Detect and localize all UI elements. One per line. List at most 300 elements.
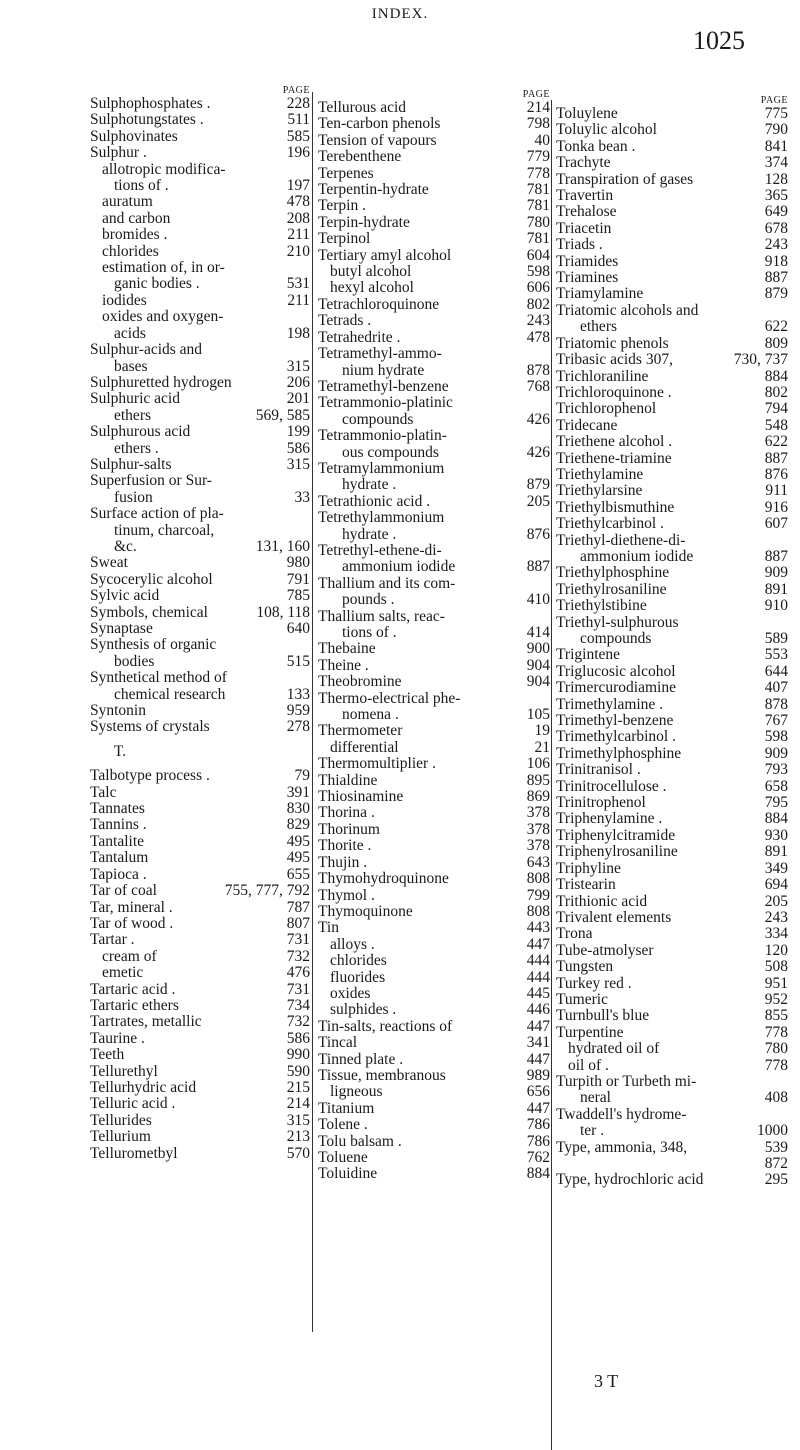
index-entry (90, 276, 310, 292)
entry-term: fluorides (330, 968, 386, 986)
entry-term: Transpiration of gases (556, 170, 694, 188)
index-entry (556, 894, 788, 910)
index-entry (556, 762, 788, 778)
entry-page-ref: 778 (764, 1023, 788, 1041)
index-entry (90, 850, 310, 866)
entry-term: Trimethyl-benzene (556, 712, 674, 730)
index-entry (318, 527, 550, 543)
index-entry (556, 516, 788, 532)
entry-page-ref: 447 (526, 935, 550, 953)
entry-page-ref: 781 (526, 197, 550, 215)
entry-term: allotropic modifica- (102, 160, 226, 178)
entry-term: Synaptase (90, 620, 153, 637)
entry-term: Tolene . (318, 1116, 368, 1134)
entry-term: Sulphuretted hydrogen (90, 373, 232, 391)
entry-page-ref: 598 (526, 263, 550, 281)
entry-page-ref: 215 (286, 1078, 310, 1096)
entry-page-ref: 952 (764, 990, 788, 1008)
entry-term: Tartaric acid . (90, 980, 176, 998)
entry-page-ref: 214 (286, 1095, 310, 1113)
entry-page-ref: 878 (526, 361, 550, 379)
entry-term: Theobromine (318, 673, 402, 691)
entry-page-ref: 778 (764, 1056, 788, 1074)
index-entry (318, 379, 550, 395)
entry-term: Trachyte (556, 154, 611, 172)
entry-page-ref: 959 (286, 702, 310, 720)
entry-term: Thialdine (318, 771, 378, 789)
entry-page-ref: 197 (286, 177, 310, 195)
entry-page-ref: 732 (286, 1013, 310, 1031)
index-entry (556, 188, 788, 204)
index-entry (90, 916, 310, 932)
entry-page-ref: 391 (286, 783, 310, 801)
index-entry (318, 592, 550, 608)
index-entry (90, 293, 310, 309)
entry-term: Triamylamine (556, 285, 644, 303)
entry-page-ref: 830 (286, 800, 310, 818)
index-entry (556, 1025, 788, 1041)
entry-term: Tellurous acid (318, 99, 407, 116)
index-entry (90, 178, 310, 194)
entry-term: Thebaine (318, 640, 376, 658)
entry-page-ref: 798 (526, 115, 550, 133)
index-entry (318, 198, 550, 214)
entry-page-ref: 378 (526, 837, 550, 855)
index-entry (556, 795, 788, 811)
entry-page-ref: 553 (764, 646, 788, 664)
column-rule (312, 92, 313, 1332)
entry-page-ref: 895 (526, 771, 550, 789)
entry-page-ref: 378 (526, 804, 550, 822)
entry-term: chemical research (114, 685, 226, 703)
index-entry (318, 280, 550, 296)
index-entry (556, 647, 788, 663)
entry-term: compounds (342, 410, 414, 428)
index-entry (556, 139, 788, 155)
entry-page-ref: 106 (526, 755, 550, 773)
index-entry (318, 1150, 550, 1166)
entry-page-ref: 980 (286, 554, 310, 572)
entry-page-ref: 607 (764, 515, 788, 533)
entry-page-ref: 951 (764, 974, 788, 992)
entry-term: Terpentin-hydrate (318, 181, 429, 199)
entry-term: Taurine . (90, 1029, 145, 1047)
index-entry (318, 920, 550, 936)
index-entry (556, 533, 788, 549)
column-rule (551, 100, 552, 1450)
entry-term: iodides (102, 291, 147, 309)
entry-page-ref: 446 (526, 1001, 550, 1019)
entry-term: Thermo-electrical phe- (318, 689, 461, 707)
entry-page-ref: 732 (286, 947, 310, 965)
index-entry (556, 729, 788, 745)
entry-page-ref: 476 (286, 964, 310, 982)
entry-term: Triamines (556, 269, 619, 287)
index-entry (90, 244, 310, 260)
entry-term: Tetramylammonium (318, 459, 445, 477)
entry-term: Tantalum (90, 849, 149, 867)
entry-page-ref: 730, 737 (733, 351, 788, 369)
entry-page-ref: 598 (764, 728, 788, 746)
entry-term: Type, hydrochloric acid (556, 1171, 704, 1189)
entry-page-ref: 569, 585 (255, 406, 310, 424)
index-column-2 (318, 90, 550, 1183)
index-entry (90, 719, 310, 735)
signature-mark: 3 T (594, 1371, 619, 1391)
entry-page-ref: 990 (286, 1046, 310, 1064)
index-entry (318, 937, 550, 953)
entry-term: fusion (114, 488, 153, 506)
entry-term: Triatomic phenols (556, 334, 669, 352)
entry-term: compounds (580, 630, 652, 647)
index-entry (318, 166, 550, 182)
index-entry (556, 631, 788, 647)
entry-term: Triphenylamine . (556, 810, 663, 828)
entry-term: Trinitranisol . (556, 761, 641, 779)
entry-term: Tube-atmolyser (556, 941, 654, 959)
entry-term: tinum, charcoal, (114, 521, 215, 539)
entry-term: Trivalent elements (556, 908, 672, 926)
entry-page-ref: 879 (764, 285, 788, 303)
entry-term: Tantalite (90, 832, 145, 850)
entry-page-ref: 622 (764, 318, 788, 336)
index-entry (318, 133, 550, 149)
index-entry (556, 598, 788, 614)
entry-term: Sulphovinates (90, 127, 178, 145)
index-entry (318, 1117, 550, 1133)
index-entry (90, 441, 310, 457)
index-entry (556, 1008, 788, 1024)
entry-term: Trehalose (556, 203, 617, 221)
entry-page-ref: 731 (286, 931, 310, 949)
entry-page-ref: 508 (764, 958, 788, 976)
entry-term: Toluidine (318, 1165, 378, 1183)
index-entry (90, 145, 310, 161)
entry-term: Tetramethyl-ammo- (318, 345, 442, 363)
index-entry (556, 959, 788, 975)
entry-page-ref: 444 (526, 968, 550, 986)
entry-page-ref: 644 (764, 662, 788, 680)
entry-term: Tellurhydric acid (90, 1078, 197, 1096)
entry-term: Trichloroquinone . (556, 383, 672, 401)
entry-page-ref: 891 (764, 843, 788, 861)
entry-page-ref: 447 (526, 1099, 550, 1117)
index-entry (318, 149, 550, 165)
entry-page-ref: 365 (764, 187, 788, 205)
entry-term: Triglucosic alcohol (556, 662, 676, 680)
entry-page-ref: 786 (526, 1132, 550, 1150)
entry-term: Tetrethylammonium (318, 509, 445, 527)
index-entry (318, 805, 550, 821)
index-entry (90, 817, 310, 833)
entry-page-ref: 378 (526, 820, 550, 838)
entry-page-ref: 201 (286, 390, 310, 408)
entry-term: Tartar . (90, 931, 135, 949)
entry-term: oil of . (568, 1056, 609, 1074)
entry-page-ref: 767 (764, 712, 788, 730)
index-entry (90, 162, 310, 178)
index-entry (556, 1172, 788, 1188)
entry-term: Trimethylcarbinol . (556, 728, 676, 746)
index-entry (556, 434, 788, 450)
entry-term: emetic (102, 964, 144, 982)
index-entry (90, 605, 310, 621)
entry-page-ref: 930 (764, 826, 788, 844)
index-entry (556, 1140, 788, 1156)
index-entry (90, 621, 310, 637)
index-entry (90, 227, 310, 243)
entry-term: Tannates (90, 800, 145, 818)
index-entry (318, 215, 550, 231)
entry-page-ref: 206 (286, 373, 310, 391)
index-entry (90, 834, 310, 850)
entry-term: Thorinum (318, 820, 380, 838)
index-entry (318, 789, 550, 805)
entry-page-ref: 208 (286, 209, 310, 227)
index-entry (556, 844, 788, 860)
index-entry (556, 106, 788, 122)
index-entry (90, 883, 310, 899)
entry-term: Theine . (318, 656, 369, 674)
entry-term: sulphides . (330, 1001, 397, 1019)
index-entry (318, 658, 550, 674)
entry-page-ref: 916 (764, 498, 788, 516)
entry-term: Sulphotungstates . (90, 111, 204, 129)
index-entry (318, 182, 550, 198)
entry-page-ref: 211 (287, 291, 310, 309)
entry-page-ref: 989 (526, 1066, 550, 1084)
entry-page-ref: 791 (286, 570, 310, 588)
index-entry (556, 976, 788, 992)
index-entry (90, 194, 310, 210)
entry-term: Triethylcarbinol . (556, 515, 664, 533)
index-entry (318, 723, 550, 739)
entry-page-ref: 755, 777, 792 (224, 882, 310, 900)
entry-page-ref: 779 (526, 148, 550, 166)
entry-page-ref: 33 (294, 488, 310, 506)
entry-term: Thermomultiplier . (318, 755, 436, 773)
entry-page-ref: 426 (526, 410, 550, 428)
index-entry (556, 303, 788, 319)
entry-page-ref: 887 (764, 449, 788, 467)
index-entry (318, 297, 550, 313)
index-entry (318, 773, 550, 789)
entry-term: Terpin . (318, 197, 366, 215)
index-entry (556, 1041, 788, 1057)
entry-term: ter . (580, 1122, 605, 1140)
entry-page-ref: 876 (526, 525, 550, 543)
entry-page-ref: 495 (286, 832, 310, 850)
entry-page-ref: 211 (287, 226, 310, 244)
entry-page-ref: 802 (764, 383, 788, 401)
index-entry (90, 523, 310, 539)
index-entry (90, 867, 310, 883)
entry-page-ref: 904 (526, 673, 550, 691)
index-entry (90, 965, 310, 981)
entry-page-ref: 198 (286, 324, 310, 342)
index-entry (556, 992, 788, 1008)
entry-term: Terpenes (318, 164, 374, 182)
index-entry (556, 549, 788, 565)
entry-page-ref: 131, 160 (255, 537, 310, 555)
entry-term: Tartaric ethers (90, 996, 179, 1014)
index-entry (556, 877, 788, 893)
entry-term: hexyl alcohol (330, 279, 414, 297)
index-entry (318, 363, 550, 379)
index-entry (318, 953, 550, 969)
entry-term: Triacetin (556, 219, 612, 237)
index-entry (318, 756, 550, 772)
entry-term: oxides (330, 984, 371, 1002)
entry-term: Thermometer (318, 722, 403, 740)
entry-term: Tetrachloroquinone (318, 295, 440, 313)
entry-term: ganic bodies . (114, 275, 200, 293)
index-entry (90, 391, 310, 407)
entry-page-ref: 478 (286, 193, 310, 211)
entry-page-ref: 570 (286, 1144, 310, 1162)
entry-page-ref: 891 (764, 580, 788, 598)
index-entry (318, 1101, 550, 1117)
entry-term: bodies (114, 652, 155, 670)
entry-term: Tinned plate . (318, 1050, 404, 1068)
index-entry (318, 412, 550, 428)
entry-page-ref: 205 (526, 492, 550, 510)
entry-term: Trona (556, 925, 593, 943)
entry-page-ref: 1000 (757, 1122, 788, 1140)
entry-page-ref: 315 (286, 455, 310, 473)
entry-page-ref: 887 (764, 269, 788, 287)
entry-term: Type, ammonia, 348, (556, 1138, 688, 1156)
index-entry (318, 494, 550, 510)
entry-term: Turnbull's blue (556, 1007, 650, 1025)
entry-page-ref: 878 (764, 695, 788, 713)
index-entry (90, 211, 310, 227)
entry-term: estimation of, in or- (102, 259, 225, 277)
index-entry (90, 900, 310, 916)
index-entry (556, 943, 788, 959)
entry-page-ref: 807 (286, 914, 310, 932)
entry-page-ref: 787 (286, 898, 310, 916)
entry-page-ref: 426 (526, 443, 550, 461)
entry-term: Sulphur-salts (90, 455, 172, 473)
entry-term: chlorides (330, 952, 387, 970)
entry-page-ref: 855 (764, 1007, 788, 1025)
entry-term: Triphyline (556, 859, 621, 877)
index-entry (90, 96, 310, 112)
entry-page-ref: 841 (764, 137, 788, 155)
entry-term: Thallium salts, reac- (318, 607, 445, 625)
index-entry (318, 641, 550, 657)
entry-page-ref: 622 (764, 433, 788, 451)
entry-term: Travertin (556, 187, 614, 205)
index-entry (318, 231, 550, 247)
index-entry (318, 1084, 550, 1100)
entry-page-ref: 315 (286, 357, 310, 375)
index-entry (556, 926, 788, 942)
index-entry (556, 254, 788, 270)
entry-term: Tar of wood . (90, 914, 174, 932)
index-entry (90, 982, 310, 998)
entry-term: Tincal (318, 1034, 358, 1052)
entry-term: Thorite . (318, 837, 372, 855)
entry-term: Tin (318, 919, 339, 937)
entry-page-ref: 799 (526, 886, 550, 904)
entry-term: ethers (580, 318, 618, 336)
entry-term: oxides and oxygen- (102, 308, 224, 326)
entry-term: Tellurium (90, 1128, 151, 1146)
entry-page-ref: 793 (764, 761, 788, 779)
entry-term: Symbols, chemical (90, 603, 208, 621)
entry-page-ref: 196 (286, 144, 310, 162)
entry-page-ref: 548 (764, 416, 788, 434)
index-entry (556, 221, 788, 237)
index-entry (90, 637, 310, 653)
index-entry (318, 904, 550, 920)
entry-term: Tumeric (556, 990, 608, 1008)
entry-term: nium hydrate (342, 361, 425, 379)
entry-term: Triphenylrosaniline (556, 843, 678, 861)
index-entry (318, 888, 550, 904)
index-entry (90, 785, 310, 801)
entry-term: Tetrahedrite . (318, 328, 401, 346)
index-entry (556, 418, 788, 434)
entry-term: Tetrathionic acid . (318, 492, 431, 510)
index-entry (318, 313, 550, 329)
entry-term: Tonka bean . (556, 137, 636, 155)
entry-term: Terpin-hydrate (318, 213, 410, 231)
entry-term: Tapioca . (90, 865, 147, 883)
entry-term: Turpentine (556, 1023, 624, 1041)
entry-page-ref: 407 (764, 679, 788, 697)
entry-term: Triphenylcitramide (556, 826, 676, 844)
entry-term: Toluylene (556, 105, 618, 122)
entry-term: Tar of coal (90, 882, 157, 900)
entry-term: ethers . (114, 439, 159, 457)
index-entry (318, 986, 550, 1002)
index-entry (90, 424, 310, 440)
index-entry (556, 1107, 788, 1123)
index-entry (318, 576, 550, 592)
entry-page-ref: 884 (526, 1165, 550, 1183)
entry-page-ref: 79 (294, 767, 310, 785)
index-entry (90, 801, 310, 817)
entry-page-ref: 278 (286, 718, 310, 736)
index-entry (318, 248, 550, 264)
entry-term: Tetrads . (318, 312, 372, 330)
entry-page-ref: 808 (526, 902, 550, 920)
entry-term: Systems of crystals (90, 718, 210, 736)
entry-term: Turkey red . (556, 974, 632, 992)
entry-term: Thorina . (318, 804, 375, 822)
entry-page-ref: 658 (764, 777, 788, 795)
entry-page-ref: 586 (286, 1029, 310, 1047)
entry-term: Tertiary amyl alcohol (318, 246, 452, 264)
entry-page-ref: 495 (286, 849, 310, 867)
entry-term: bases (114, 357, 148, 375)
index-entry (556, 746, 788, 762)
entry-page-ref: 884 (764, 810, 788, 828)
index-entry (90, 998, 310, 1014)
index-entry (318, 1166, 550, 1182)
index-entry (556, 697, 788, 713)
entry-page-ref: 911 (765, 482, 788, 500)
entry-term: Tellurides (90, 1111, 152, 1129)
index-entry (90, 572, 310, 588)
index-entry (318, 395, 550, 411)
index-entry (556, 1156, 788, 1172)
entry-term: Sulphuric acid (90, 390, 180, 408)
page-number: 1025 (693, 26, 745, 55)
